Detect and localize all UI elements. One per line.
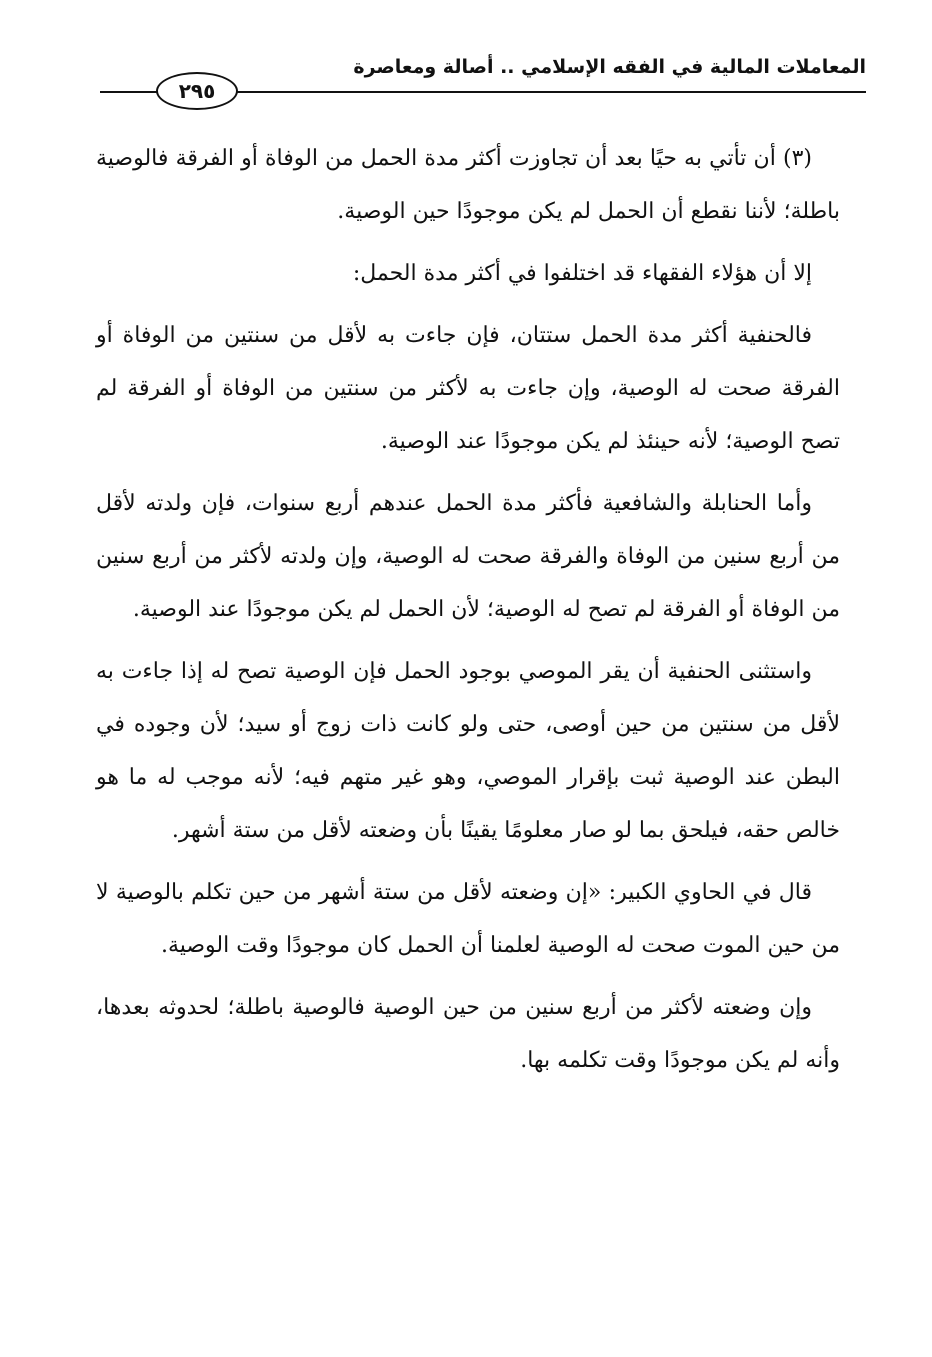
paragraph-hanbali-shafii: وأما الحنابلة والشافعية فأكثر مدة الحمل عندهم أربع سنوات، فإن ولدته لأقل من أربع سنين من الوفاة والفرقة صحت له الوصية، وإن ولدته لأكثر من أربع سنين من الوفاة أو الفرقة لم تصح له الوصية؛ لأن الحمل لم يكن موجودًا عند الوصية. [96,491,840,622]
paragraph-disagreement-intro: إلا أن هؤلاء الفقهاء قد اختلفوا في أكثر مدة الحمل: [352,261,812,286]
paragraph-conclusion: وإن وضعته لأكثر من أربع سنين من حين الوصية فالوصية باطلة؛ لحدوثه بعدها، وأنه لم يكن موجودًا وقت تكلمه بها. [96,995,840,1073]
paragraph-hanafi-exception: واستثنى الحنفية أن يقر الموصي بوجود الحمل فإن الوصية تصح له إذا جاءت به لأقل من سنتين من حين أوصى، حتى ولو كانت ذات زوج أو سيد؛ لأن وجوده في البطن عند الوصية ثبت بإقرار الموصي، وهو غير متهم فيه؛ لأنه موجب له ما هو خالص حقه، فيلحق بما لو صار معلومًا يقينًا بأن وضعته لأقل من ستة أشهر. [96,659,840,843]
paragraph-condition-3: (٣) أن تأتي به حيًا بعد أن تجاوزت أكثر مدة الحمل من الوفاة أو الفرقة فالوصية باطلة؛ لأننا نقطع أن الحمل لم يكن موجودًا حين الوصية. [96,146,840,224]
paragraph-al-hawi-quote: قال في الحاوي الكبير: «إن وضعته لأقل من ستة أشهر من حين تكلم بالوصية لا من حين الموت صحت له الوصية لعلمنا أن الحمل كان موجودًا وقت الوصية. [96,880,840,958]
paragraph-hanafi: فالحنفية أكثر مدة الحمل ستتان، فإن جاءت به لأقل من سنتين من الوفاة أو الفرقة صحت له الوصية، وإن جاءت به لأكثر من سنتين من الوفاة أو الفرقة لم تصح الوصية؛ لأنه حينئذ لم يكن موجودًا عند الوصية. [96,323,840,454]
running-title: المعاملات المالية في الفقه الإسلامي .. أصالة ومعاصرة [353,56,866,78]
page-number: ٢٩٥ [156,72,238,110]
body-text [96,132,840,1096]
